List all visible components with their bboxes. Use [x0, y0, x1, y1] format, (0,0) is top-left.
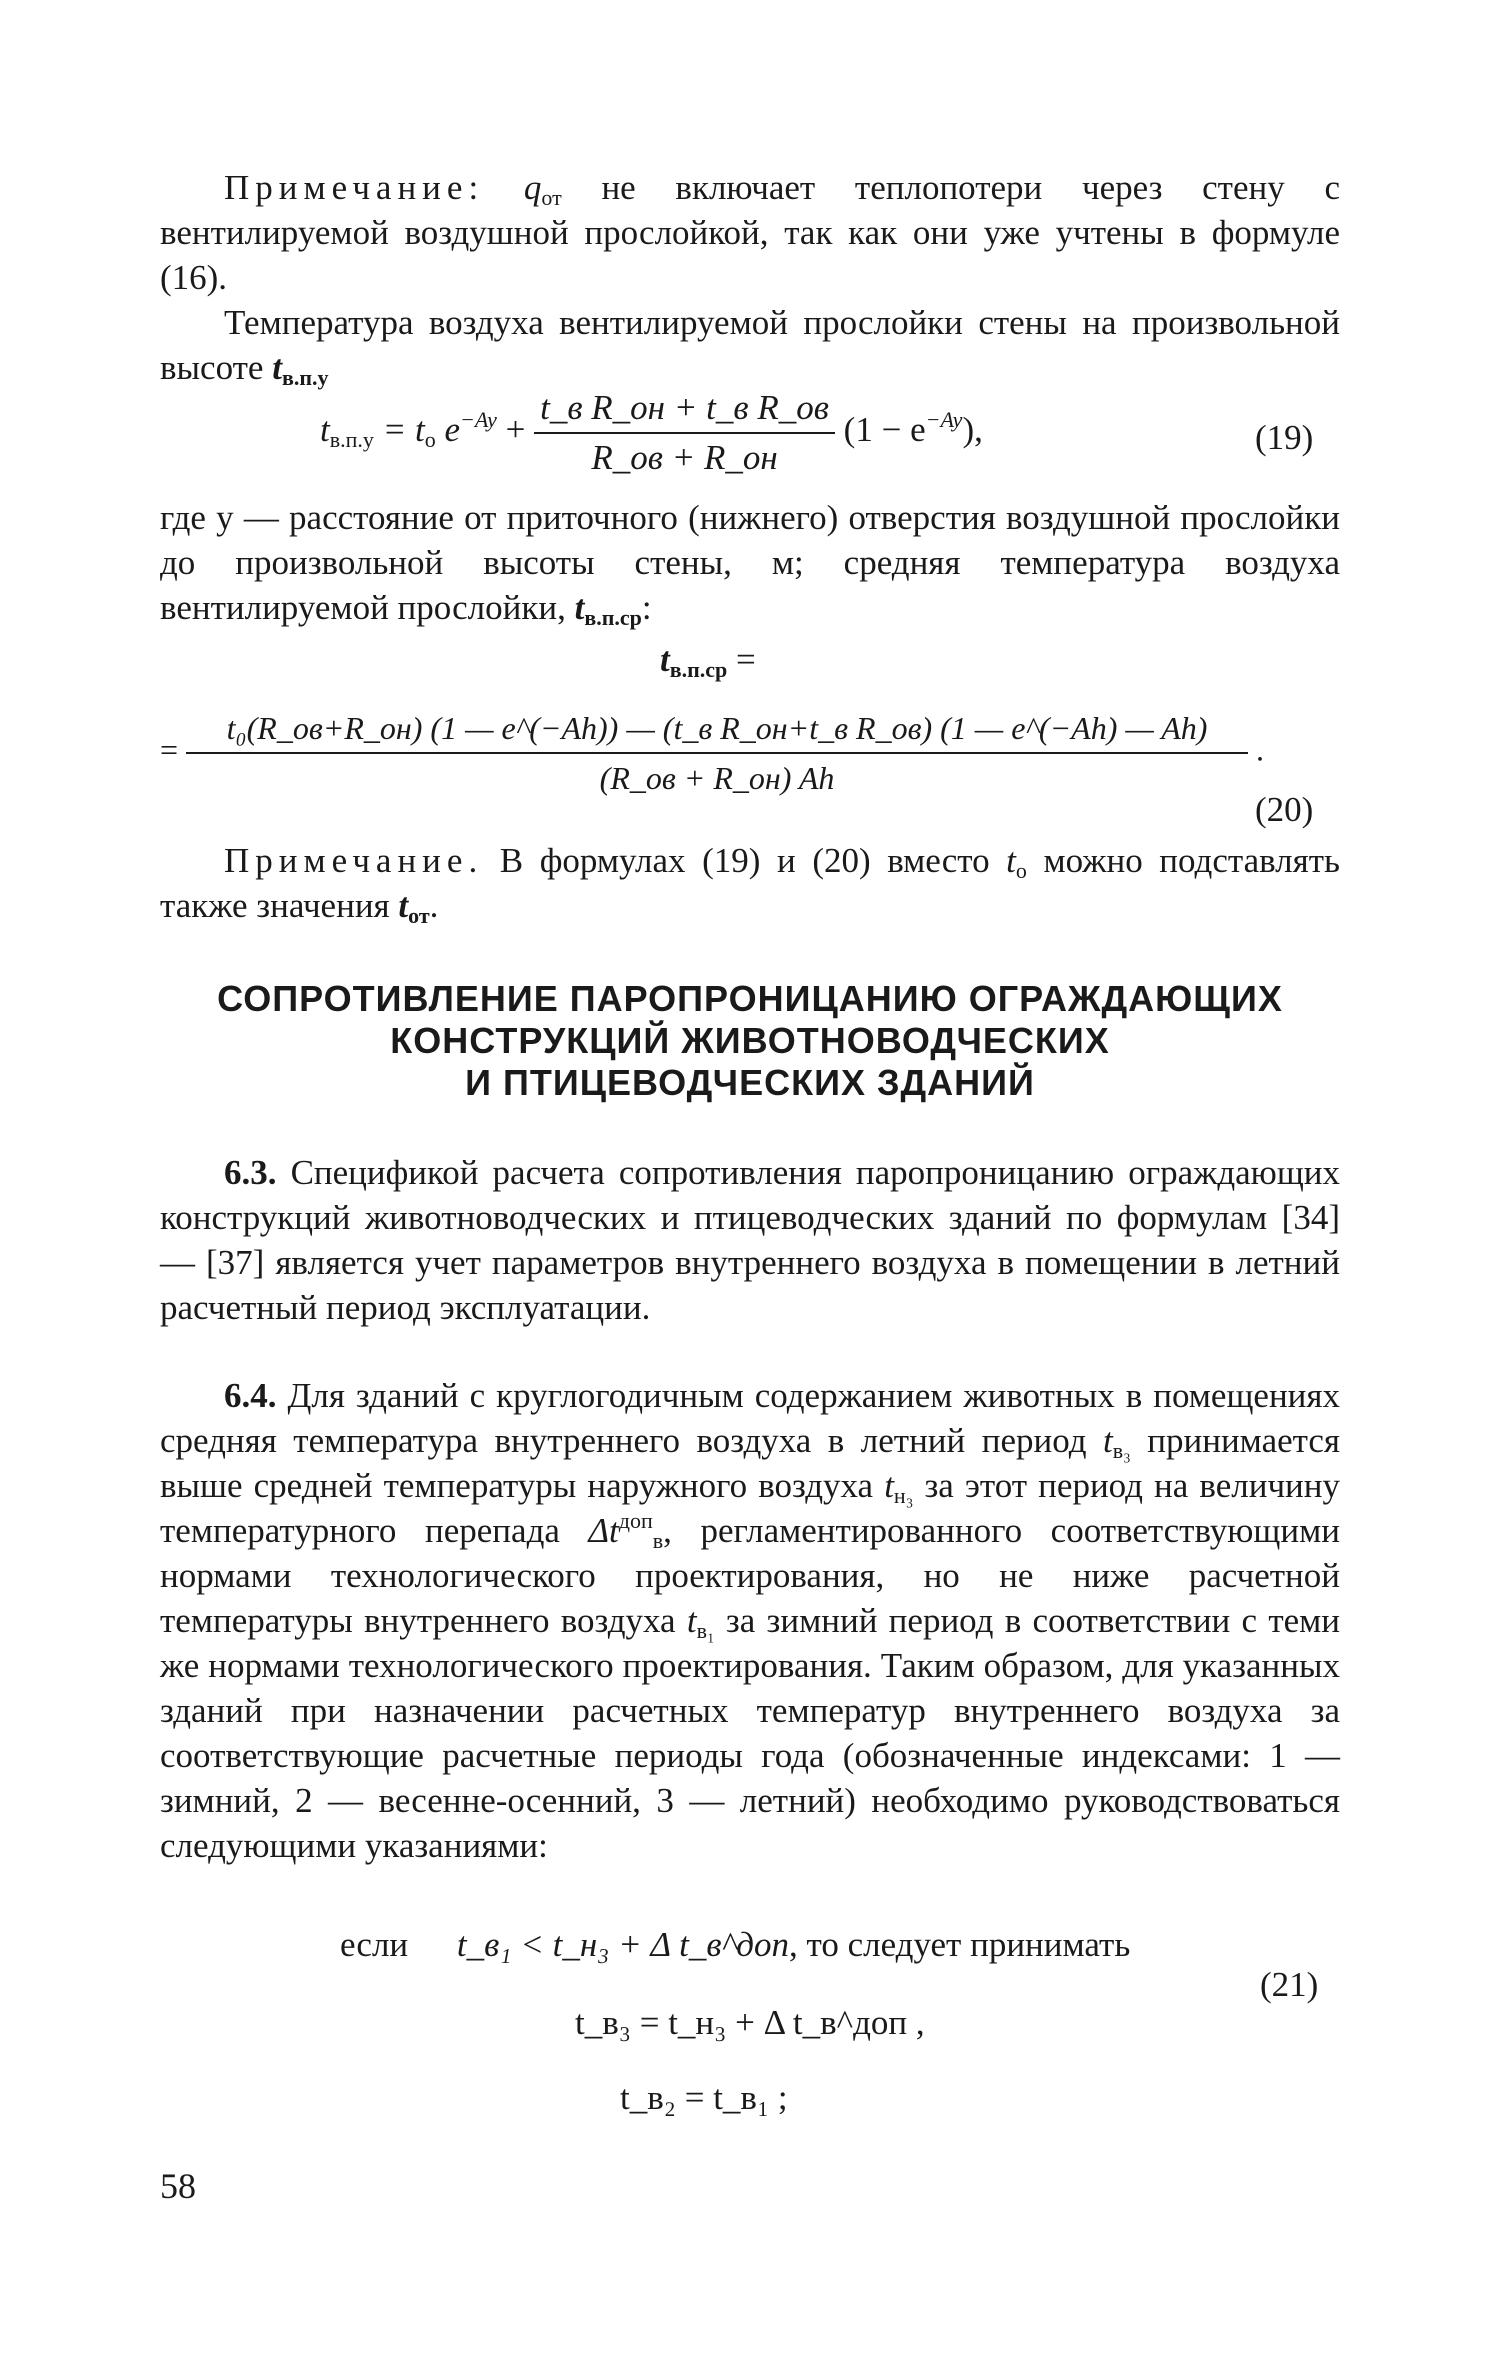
note-text: не включает теплопотери через стену с вентилируемой воздушной прослойкой, так как они уже учтены в формуле (16). [160, 168, 1340, 297]
p64-sym-2-sub: н₃ [893, 1483, 914, 1508]
f19-lhs: t [320, 410, 330, 450]
heading-line-1: СОПРОТИВЛЕНИЕ ПАРОПРОНИЦАНИЮ ОГРАЖДАЮЩИХ [217, 978, 1283, 1019]
symbol-t-avg: t [574, 588, 585, 627]
f20-lhs-sub: в.п.ср [669, 657, 728, 682]
f20-dot: . [1256, 731, 1265, 768]
formula-21-line-1 [340, 1925, 1130, 1965]
f20-numerator: t₀(R_ов+R_он) (1 — e^(−Ah)) — (t_в R_он+t_в R_ов) (1 — e^(−Ah) — Ah) [186, 708, 1248, 754]
f19-tail: (1 − e [843, 410, 926, 450]
p64-text-1: Для зданий с круглогодичным содержанием животных в помещениях средняя температура внутреннего воздуха в летний период [160, 1376, 1340, 1460]
symbol-q: q [523, 168, 542, 207]
colon: : [641, 588, 652, 627]
p64-sym-3-sup: доп [618, 1508, 653, 1533]
f20-lhs: t [660, 640, 670, 679]
note2-label: Примечание. [224, 841, 484, 880]
f19-e: e [444, 410, 461, 450]
formula-19 [320, 388, 983, 478]
f19-plus: + [505, 410, 526, 450]
where-text: где y — расстояние от приточного (нижнего) отверстия воздушной прослойки до произвольной высоты стены, м; средняя температура воздуха вентилируемой прослойки, [160, 498, 1340, 627]
f21-if: если [340, 1925, 409, 1964]
f20-lead-eq: = [160, 731, 179, 768]
note-substitution [160, 838, 1340, 928]
paragraph-6-4 [160, 1373, 1340, 1868]
paragraph-where [160, 495, 1340, 630]
formula-21-line-2: t_в₃ = t_н₃ + Δ t_в^доп , [575, 2003, 925, 2042]
p64-sym-4: t [686, 1601, 697, 1640]
heading-line-3: И ПТИЦЕВОДЧЕСКИХ ЗДАНИЙ [465, 1062, 1035, 1103]
paragraph-6-3 [160, 1150, 1340, 1330]
equation-number-20: (20) [1255, 790, 1314, 829]
formula-20 [160, 708, 1264, 798]
p64-number: 6.4. [224, 1376, 277, 1415]
symbol-t-sub: в.п.у [281, 365, 329, 390]
note2-sym-b: t [398, 886, 409, 925]
note2-sym-a: t [1006, 841, 1016, 880]
note-label: Примечание: [224, 168, 485, 207]
p63-number: 6.3. [224, 1153, 277, 1192]
p64-sym-1-sub: в₃ [1112, 1438, 1131, 1463]
symbol-t: t [272, 348, 282, 387]
p64-text-2: принимается выше средней температуры наружного воздуха [160, 1421, 1341, 1505]
f19-denominator: R_ов + R_он [591, 438, 778, 477]
f19-exp: −Ay [460, 407, 497, 433]
p63-text: Спецификой расчета сопротивления паропроницанию ограждающих конструкций животноводческих и птицеводческих зданий по формулам [34] — [37] является учет параметров внутреннего воздуха в помещении в летний расчетный период эксплуатации. [160, 1153, 1341, 1327]
f19-numerator: t_в R_он + t_в R_ов [534, 388, 835, 434]
note2-text-a: В формулах (19) и (20) вместо [499, 841, 990, 880]
page-number: 58 [160, 2166, 196, 2206]
f20-fraction [186, 708, 1248, 798]
note2-text-b: можно подставлять также значения [160, 841, 1340, 925]
equation-number-19: (19) [1255, 418, 1314, 457]
formula-21-line-3: t_в₂ = t_в₁ ; [620, 2078, 788, 2117]
heading-line-2: КОНСТРУКЦИЙ ЖИВОТНОВОДЧЕСКИХ [390, 1020, 1110, 1061]
p64-text-4: , регламентированного соответствующими нормами технологического проектирования, но не ниже расчетной температуры внутреннего воздуха [160, 1511, 1340, 1640]
note2-sym-b-sub: от [408, 903, 430, 928]
p64-text-3: за этот период на величину температурного перепада [160, 1466, 1341, 1550]
p64-sym-3: Δt [588, 1511, 619, 1550]
f19-tail-exp: −Ay [925, 407, 963, 433]
p64-sym-4-sub: в₁ [696, 1618, 715, 1643]
f19-t0: = t [382, 410, 425, 450]
p64-sym-3-sub: в [652, 1528, 664, 1553]
paragraph-text: Температура воздуха вентилируемой прослойки стены на произвольной высоте [160, 303, 1340, 387]
note2-end: . [429, 886, 439, 925]
f21-condition: t_в₁ < t_н₃ + Δ t_в^доп [456, 1925, 790, 1964]
p64-text-5: за зимний период в соответствии с теми же нормами технологического проектирования. Таким образом, для указанных зданий при назначении расчетных температур внутреннего воздуха за соответствующие расчетные периоды года (обозначенные индексами: 1 — зимний, 2 — весенне-осенний, 3 — летний) необходимо руководствоваться следующими указаниями: [160, 1601, 1341, 1865]
note2-sym-a-sub: о [1015, 858, 1027, 883]
f21-then: , то следует принимать [789, 1925, 1131, 1964]
f20-denominator: (R_ов + R_он) Ah [599, 760, 835, 796]
f19-t0-sub: о [424, 427, 436, 453]
note-qot [160, 165, 1340, 300]
section-heading [160, 978, 1340, 1104]
f19-fraction [534, 388, 835, 478]
equation-number-21: (21) [1260, 1965, 1319, 2004]
f20-eq: = [736, 640, 756, 679]
symbol-t-avg-sub: в.п.ср [584, 605, 642, 630]
f19-tail-close: ), [962, 410, 983, 450]
f19-lhs-sub: в.п.у [329, 427, 374, 453]
formula-20-lhs [660, 640, 756, 680]
symbol-q-sub: от [541, 185, 562, 210]
p64-sym-1: t [1102, 1421, 1113, 1460]
p64-sym-2: t [884, 1466, 894, 1505]
paragraph-temperature [160, 300, 1340, 390]
